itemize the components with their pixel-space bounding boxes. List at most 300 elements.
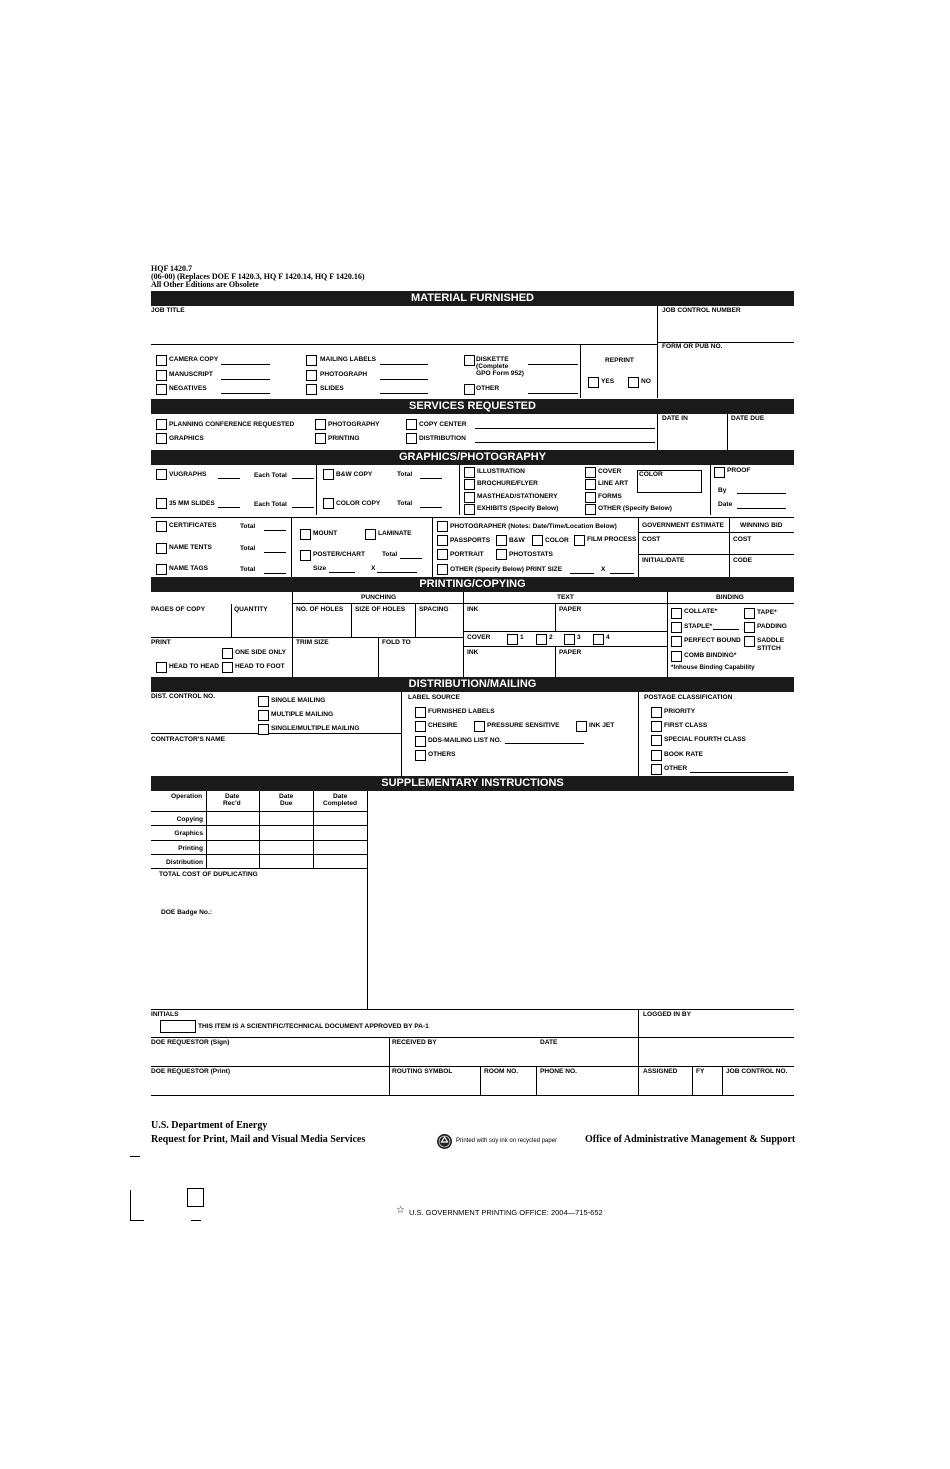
divider: [463, 631, 667, 632]
illustration-label: ILLUSTRATION: [477, 468, 525, 475]
other-label: OTHER: [476, 385, 500, 392]
name-tags-field[interactable]: [264, 573, 286, 574]
book-rate-checkbox[interactable]: [651, 750, 662, 761]
contractor-label: CONTRACTOR'S NAME: [151, 736, 225, 743]
divider: [378, 637, 379, 677]
portrait-checkbox[interactable]: [437, 549, 448, 560]
phone-no-label: PHONE NO.: [540, 1068, 578, 1075]
line-art-checkbox[interactable]: [585, 479, 596, 490]
divider: [415, 604, 416, 637]
name-tents-total: Total: [240, 545, 256, 552]
punching-label: PUNCHING: [361, 594, 397, 601]
supplementary-notes-area[interactable]: [370, 794, 792, 1006]
dds-field[interactable]: [505, 743, 584, 744]
divider: [692, 1066, 693, 1095]
other-checkbox[interactable]: [464, 384, 475, 395]
vugraphs-each-total: Each Total: [254, 472, 287, 479]
laminate-checkbox[interactable]: [365, 529, 376, 540]
bw-label: B&W: [509, 537, 525, 544]
gov-estimate-label: GOVERNMENT ESTIMATE: [642, 522, 724, 529]
divider: [638, 532, 794, 533]
col-due: Due: [280, 800, 293, 807]
other-field[interactable]: [528, 393, 578, 394]
cover-4-label: 4: [606, 634, 610, 641]
reprint-no-label: NO: [641, 378, 651, 385]
vugraphs-checkbox[interactable]: [156, 469, 167, 480]
divider: [555, 604, 556, 631]
assigned-label: ASSIGNED: [643, 1068, 678, 1075]
head-to-foot-checkbox[interactable]: [222, 662, 233, 673]
logged-in-by-label: LOGGED IN BY: [643, 1011, 691, 1018]
cover-3-checkbox[interactable]: [564, 634, 575, 645]
job-title-label: JOB TITLE: [151, 307, 185, 314]
divider: [367, 791, 368, 1009]
poster-size-label: Size: [313, 565, 327, 572]
divider: [638, 518, 639, 577]
color-copy-checkbox[interactable]: [323, 498, 334, 509]
diskette-label: DISKETTE: [476, 356, 509, 363]
special-fourth-checkbox[interactable]: [651, 735, 662, 746]
copy-center-label: COPY CENTER: [419, 421, 467, 428]
row-copying: Copying: [176, 816, 203, 823]
perfect-bound-checkbox[interactable]: [671, 636, 682, 647]
divider: [722, 1066, 723, 1095]
multiple-mailing-label: MULTIPLE MAILING: [271, 711, 334, 718]
slides-label: SLIDES: [320, 385, 344, 392]
proof-label: PROOF: [727, 467, 751, 474]
bw-copy-checkbox[interactable]: [323, 469, 334, 480]
poster-x: X: [371, 565, 376, 572]
photography-label: PHOTOGRAPHY: [328, 421, 380, 428]
color-label: COLOR: [639, 471, 663, 478]
single-mailing-checkbox[interactable]: [258, 696, 269, 707]
staple-label: STAPLE*: [684, 623, 713, 630]
mailing-labels-checkbox[interactable]: [306, 355, 317, 366]
cover-checkbox[interactable]: [585, 467, 596, 478]
bw-copy-label: B&W COPY: [336, 471, 373, 478]
furnished-labels-checkbox[interactable]: [415, 707, 426, 718]
graphics-checkbox[interactable]: [156, 433, 167, 444]
date-due-label: DATE DUE: [731, 415, 765, 422]
single-multiple-label: SINGLE/MULTIPLE MAILING: [271, 725, 360, 732]
requestor-sign-label: DOE REQUESTOR (Sign): [151, 1039, 230, 1046]
illustration-checkbox[interactable]: [464, 467, 475, 478]
recycled-note: Printed with soy ink on recycled paper: [456, 1138, 558, 1144]
dds-label: DDS-MAILING LIST NO.: [428, 737, 502, 744]
no-of-holes-label: NO. OF HOLES: [296, 606, 344, 613]
form-number: HQF 1420.7: [151, 264, 193, 273]
row-printing: Printing: [178, 845, 203, 852]
job-control-number-label: JOB CONTROL NUMBER: [662, 307, 741, 314]
single-mailing-label: SINGLE MAILING: [271, 697, 326, 704]
divider: [401, 692, 402, 776]
graphics-label: GRAPHICS: [169, 435, 204, 442]
divider: [389, 1037, 390, 1095]
poster-size-field2[interactable]: [377, 572, 417, 573]
date-in-label: DATE IN: [662, 415, 688, 422]
forms-checkbox[interactable]: [585, 492, 596, 503]
star-icon: ☆: [396, 1205, 405, 1216]
mount-label: MOUNT: [313, 530, 338, 537]
services-requested-bar: SERVICES REQUESTED: [151, 399, 794, 414]
vugraphs-total-field[interactable]: [292, 478, 314, 479]
tape-checkbox[interactable]: [744, 608, 755, 619]
photograph-checkbox[interactable]: [306, 370, 317, 381]
slides-field[interactable]: [380, 393, 428, 394]
printing-copying-bar: PRINTING/COPYING: [151, 577, 794, 592]
other-specify-checkbox[interactable]: [585, 504, 596, 515]
scientific-label: THIS ITEM IS A SCIENTIFIC/TECHNICAL DOCUMENT APPROVED BY PA-1: [198, 1023, 429, 1030]
form-editions: All Other Editions are Obsolete: [151, 280, 259, 289]
slides35-checkbox[interactable]: [156, 498, 167, 509]
divider: [729, 518, 730, 577]
distribution-label: DISTRIBUTION: [419, 435, 466, 442]
dist-control-label: DIST. CONTROL NO.: [151, 693, 215, 700]
slides35-field[interactable]: [218, 507, 240, 508]
print-size-field2[interactable]: [610, 573, 634, 574]
laminate-label: LAMINATE: [378, 530, 412, 537]
gpo-imprint: U.S. GOVERNMENT PRINTING OFFICE: 2004—715-652: [409, 1208, 603, 1217]
initial-date-label: INITIAL/DATE: [642, 557, 685, 564]
perfect-bound-label: PERFECT BOUND: [684, 637, 741, 644]
poster-size-field[interactable]: [329, 572, 355, 573]
winning-bid-label: WINNING BID: [740, 522, 783, 529]
doe-badge-label: DOE Badge No.:: [161, 909, 212, 916]
form-title: Request for Print, Mail and Visual Media Services: [151, 1134, 366, 1145]
color-checkbox[interactable]: [532, 535, 543, 546]
crop-mark: [130, 1156, 140, 1157]
col-operation: Operation: [171, 793, 203, 800]
photograph-field[interactable]: [380, 379, 428, 380]
cover-ink-label: INK: [467, 649, 479, 656]
manuscript-checkbox[interactable]: [156, 370, 167, 381]
chesire-label: CHESIRE: [428, 722, 458, 729]
divider: [657, 306, 658, 398]
office-name: Office of Administrative Management & Support: [585, 1134, 796, 1145]
color2-label: COLOR: [545, 537, 569, 544]
cover-4-checkbox[interactable]: [593, 634, 604, 645]
col-completed: Completed: [323, 800, 358, 807]
row-distribution: Distribution: [166, 859, 203, 866]
mailing-labels-field[interactable]: [380, 364, 428, 365]
collate-checkbox[interactable]: [671, 608, 682, 619]
divider: [151, 517, 794, 518]
first-class-label: FIRST CLASS: [664, 722, 708, 729]
tape-label: TAPE*: [757, 609, 777, 616]
divider: [151, 733, 401, 734]
reprint-no-checkbox[interactable]: [628, 377, 639, 388]
exhibits-checkbox[interactable]: [464, 504, 475, 515]
material-furnished-bar: MATERIAL FURNISHED: [151, 291, 794, 306]
other-specify-label: OTHER (Specify Below): [598, 505, 673, 512]
reprint-label: REPRINT: [605, 357, 634, 364]
dds-checkbox[interactable]: [415, 736, 426, 747]
others-checkbox[interactable]: [415, 750, 426, 761]
pages-of-copy-label: PAGES OF COPY: [151, 606, 206, 613]
slides-checkbox[interactable]: [306, 384, 317, 395]
print-size-x: X: [601, 566, 606, 573]
furnished-labels-label: FURNISHED LABELS: [428, 708, 495, 715]
recycle-icon: [437, 1134, 452, 1149]
size-of-holes-label: SIZE OF HOLES: [355, 606, 406, 613]
divider: [727, 414, 728, 450]
name-tents-field[interactable]: [264, 552, 286, 553]
divider: [292, 603, 794, 604]
bw-checkbox[interactable]: [496, 535, 507, 546]
film-process-label: FILM PROCESS: [587, 536, 637, 543]
distribution-checkbox[interactable]: [406, 433, 417, 444]
staple-field[interactable]: [713, 629, 739, 630]
spacing-label: SPACING: [419, 606, 449, 613]
others-label: OTHERS: [428, 751, 456, 758]
divider: [316, 465, 317, 515]
proof-by-field[interactable]: [737, 493, 786, 494]
divider: [657, 414, 658, 450]
crop-mark: [191, 1220, 201, 1221]
head-to-foot-label: HEAD TO FOOT: [235, 663, 285, 670]
poster-label: POSTER/CHART: [313, 551, 366, 558]
head-to-head-label: HEAD TO HEAD: [169, 663, 220, 670]
form-or-pub-label: FORM OR PUB NO.: [662, 343, 723, 350]
vugraphs-field[interactable]: [218, 478, 240, 479]
name-tags-checkbox[interactable]: [156, 564, 167, 575]
copy-center-checkbox[interactable]: [406, 419, 417, 430]
divider: [151, 637, 463, 638]
postage-other-checkbox[interactable]: [651, 764, 662, 775]
printing-label: PRINTING: [328, 435, 360, 442]
saddle-stitch-checkbox[interactable]: [744, 636, 755, 647]
slides35-total-field[interactable]: [292, 507, 314, 508]
name-tags-total: Total: [240, 566, 256, 573]
cover-2-label: 2: [549, 634, 553, 641]
special-fourth-label: SPECIAL FOURTH CLASS: [664, 736, 746, 743]
divider: [459, 465, 460, 515]
cover-1-label: 1: [520, 634, 524, 641]
divider: [151, 1095, 794, 1096]
cover-paper-label: PAPER: [559, 649, 582, 656]
routing-symbol-label: ROUTING SYMBOL: [392, 1068, 453, 1075]
reprint-yes-label: YES: [601, 378, 615, 385]
ink-label: INK: [467, 606, 479, 613]
forms-label: FORMS: [598, 493, 622, 500]
poster-field[interactable]: [400, 558, 422, 559]
cover-1-checkbox[interactable]: [507, 634, 518, 645]
pressure-sensitive-checkbox[interactable]: [474, 721, 485, 732]
proof-date-label: Date: [718, 501, 733, 508]
collate-label: COLLATE*: [684, 608, 718, 615]
priority-checkbox[interactable]: [651, 707, 662, 718]
masthead-label: MASTHEAD/STATIONERY: [477, 493, 558, 500]
paper-label: PAPER: [559, 606, 582, 613]
first-class-checkbox[interactable]: [651, 721, 662, 732]
divider: [536, 1066, 537, 1095]
ink-jet-label: INK JET: [589, 722, 615, 729]
one-side-checkbox[interactable]: [222, 648, 233, 659]
form-replaces: (06-00) (Replaces DOE F 1420.3, HQ F 1420.14, HQ F 1420.16): [151, 272, 365, 281]
divider: [231, 604, 232, 637]
brochure-label: BROCHURE/FLYER: [477, 480, 538, 487]
inhouse-note: *Inhouse Binding Capability: [671, 664, 755, 671]
photographer-checkbox[interactable]: [437, 521, 448, 532]
padding-label: PADDING: [757, 623, 787, 630]
book-rate-label: BOOK RATE: [664, 751, 704, 758]
row-graphics: Graphics: [174, 830, 203, 837]
color-copy-total: Total: [397, 500, 413, 507]
crop-mark: [130, 1190, 131, 1220]
masthead-checkbox[interactable]: [464, 492, 475, 503]
name-tents-label: NAME TENTS: [169, 544, 212, 551]
other-print-size-label: OTHER (Specify Below) PRINT SIZE: [450, 566, 563, 573]
cover-label: COVER: [598, 468, 622, 475]
initials-box[interactable]: [160, 1020, 196, 1033]
padding-checkbox[interactable]: [744, 622, 755, 633]
divider: [151, 1066, 794, 1067]
stitch-label: STITCH: [757, 645, 781, 652]
poster-checkbox[interactable]: [300, 550, 311, 561]
portrait-label: PORTRAIT: [450, 551, 484, 558]
divider: [432, 518, 433, 577]
other-print-size-checkbox[interactable]: [437, 564, 448, 575]
slides35-label: 35 MM SLIDES: [169, 500, 215, 507]
divider: [638, 554, 794, 555]
divider: [151, 1037, 794, 1038]
proof-checkbox[interactable]: [714, 467, 725, 478]
photograph-label: PHOTOGRAPH: [320, 371, 368, 378]
divider: [151, 344, 657, 345]
graphics-photography-bar: GRAPHICS/PHOTOGRAPHY: [151, 450, 794, 465]
reprint-yes-checkbox[interactable]: [588, 377, 599, 388]
services-notes-field[interactable]: [475, 442, 655, 443]
initials-label: INITIALS: [151, 1011, 179, 1018]
planning-label: PLANNING CONFERENCE REQUESTED: [169, 421, 295, 428]
planning-checkbox[interactable]: [156, 419, 167, 430]
divider: [292, 592, 293, 677]
print-size-field[interactable]: [570, 573, 594, 574]
ink-jet-checkbox[interactable]: [576, 721, 587, 732]
col-date-due: Date: [279, 793, 294, 800]
received-by-label: RECEIVED BY: [392, 1039, 437, 1046]
passports-checkbox[interactable]: [437, 535, 448, 546]
col-date-completed: Date: [333, 793, 348, 800]
divider: [638, 1009, 639, 1095]
job-control-no-label: JOB CONTROL NO.: [726, 1068, 788, 1075]
negatives-label: NEGATIVES: [169, 385, 207, 392]
divider: [463, 646, 667, 647]
priority-label: PRIORITY: [664, 708, 696, 715]
binding-label: BINDING: [716, 594, 744, 601]
proof-date-field[interactable]: [737, 508, 786, 509]
pressure-sensitive-label: PRESSURE SENSITIVE: [487, 722, 560, 729]
certificates-label: CERTIFICATES: [169, 522, 217, 529]
cover-2-checkbox[interactable]: [536, 634, 547, 645]
divider: [667, 592, 668, 677]
fy-label: FY: [696, 1068, 705, 1075]
manuscript-field[interactable]: [221, 379, 270, 380]
fold-to-label: FOLD TO: [382, 639, 411, 646]
crop-box: [187, 1188, 204, 1207]
comb-binding-label: COMB BINDING*: [684, 652, 737, 659]
divider: [555, 646, 556, 677]
divider: [151, 1009, 794, 1010]
col-recd: Rec'd: [223, 800, 241, 807]
comb-binding-checkbox[interactable]: [671, 651, 682, 662]
single-multiple-checkbox[interactable]: [258, 724, 269, 735]
supplementary-bar: SUPPLEMENTARY INSTRUCTIONS: [151, 776, 794, 791]
manuscript-label: MANUSCRIPT: [169, 371, 213, 378]
one-side-label: ONE SIDE ONLY: [235, 649, 287, 656]
negatives-field[interactable]: [221, 393, 270, 394]
camera-copy-label: CAMERA COPY: [169, 356, 219, 363]
postage-label: POSTAGE CLASSIFICATION: [644, 694, 733, 701]
color-copy-field[interactable]: [420, 507, 442, 508]
line-art-label: LINE ART: [598, 480, 629, 487]
camera-copy-field[interactable]: [221, 364, 270, 365]
cost-label-2: COST: [733, 536, 752, 543]
certificates-checkbox[interactable]: [156, 521, 167, 532]
name-tags-label: NAME TAGS: [169, 565, 209, 572]
negatives-checkbox[interactable]: [156, 384, 167, 395]
certificates-field[interactable]: [264, 530, 286, 531]
brochure-checkbox[interactable]: [464, 479, 475, 490]
multiple-mailing-checkbox[interactable]: [258, 710, 269, 721]
mailing-labels-label: MAILING LABELS: [320, 356, 377, 363]
vugraphs-label: VUGRAPHS: [169, 471, 207, 478]
diskette-gpo-form: GPO Form 952): [476, 370, 525, 377]
trim-size-label: TRIM SIZE: [296, 639, 329, 646]
head-to-head-checkbox[interactable]: [156, 662, 167, 673]
diskette-complete: (Complete: [476, 363, 509, 370]
divider: [351, 604, 352, 637]
photographer-label: PHOTOGRAPHER (Notes: Date/Time/Location Below): [450, 523, 617, 530]
photostats-label: PHOTOSTATS: [509, 551, 553, 558]
divider: [710, 465, 711, 515]
chesire-checkbox[interactable]: [415, 721, 426, 732]
diskette-field[interactable]: [528, 364, 578, 365]
proof-by-label: By: [718, 487, 727, 494]
requestor-print-label: DOE REQUESTOR (Print): [151, 1068, 231, 1075]
label-source-label: LABEL SOURCE: [408, 694, 460, 701]
total-cost-label: TOTAL COST OF DUPLICATING: [159, 871, 258, 878]
dept-name: U.S. Department of Energy: [151, 1120, 268, 1131]
color-copy-label: COLOR COPY: [336, 500, 381, 507]
services-notes-field[interactable]: [475, 428, 655, 429]
print-label: PRINT: [151, 639, 171, 646]
staple-checkbox[interactable]: [671, 622, 682, 633]
room-no-label: ROOM NO.: [484, 1068, 519, 1075]
saddle-label: SADDLE: [757, 637, 785, 644]
code-label: CODE: [733, 557, 753, 564]
bw-copy-field[interactable]: [420, 478, 442, 479]
camera-copy-checkbox[interactable]: [156, 355, 167, 366]
cover-3-label: 3: [577, 634, 581, 641]
slides35-each-total: Each Total: [254, 501, 287, 508]
printing-checkbox[interactable]: [315, 433, 326, 444]
cost-label: COST: [642, 536, 661, 543]
divider: [291, 518, 292, 577]
distribution-mailing-bar: DISTRIBUTION/MAILING: [151, 677, 794, 692]
postage-other-label: OTHER: [664, 765, 688, 772]
mount-checkbox[interactable]: [300, 529, 311, 540]
name-tents-checkbox[interactable]: [156, 543, 167, 554]
photography-checkbox[interactable]: [315, 419, 326, 430]
film-process-checkbox[interactable]: [574, 535, 585, 546]
photostats-checkbox[interactable]: [496, 549, 507, 560]
divider: [480, 1066, 481, 1095]
passports-label: PASSPORTS: [450, 537, 491, 544]
postage-other-field[interactable]: [690, 772, 788, 773]
exhibits-label: EXHIBITS (Specify Below): [477, 505, 559, 512]
diskette-checkbox[interactable]: [464, 355, 475, 366]
